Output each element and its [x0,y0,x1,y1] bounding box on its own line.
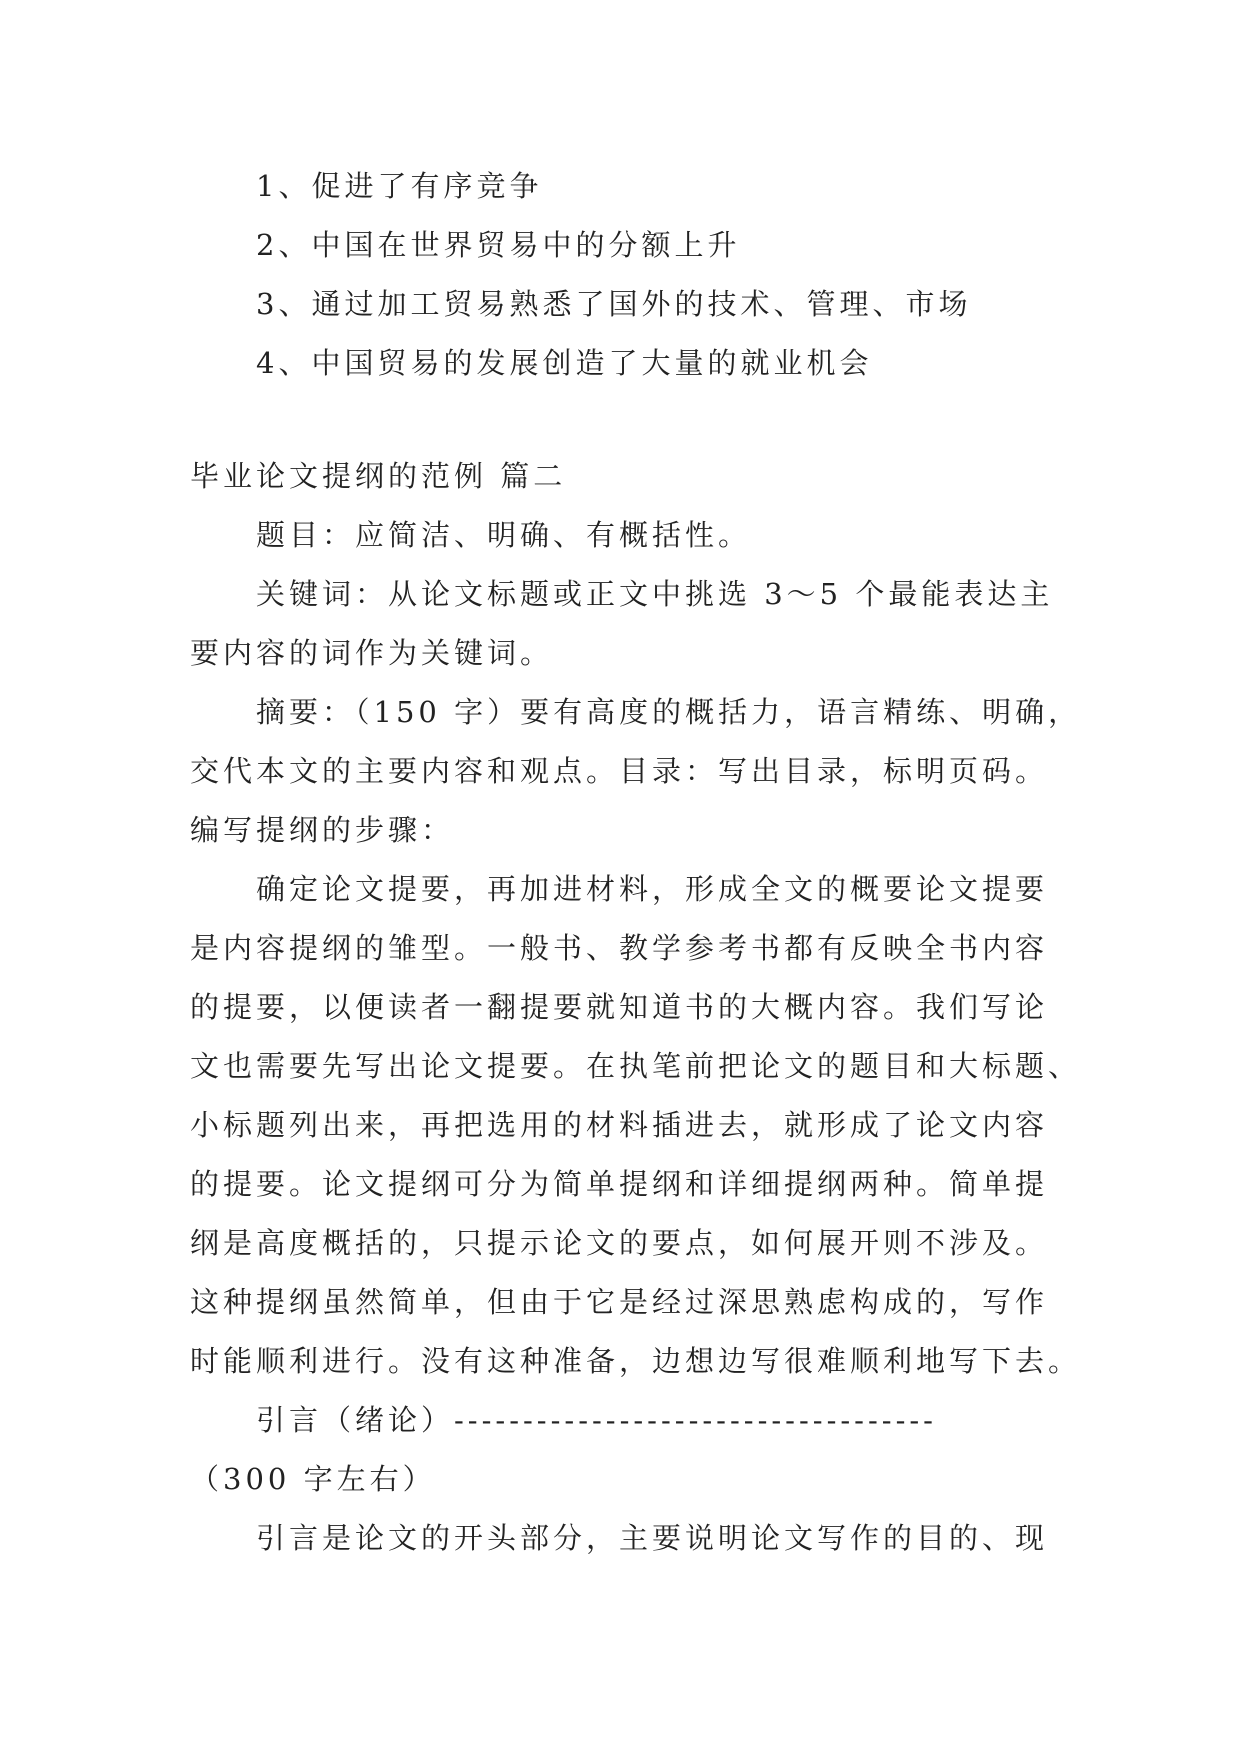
paragraph-keywords-line: 关键词：从论文标题或正文中挑选 3～5 个最能表达主 [256,577,1054,611]
section-title: 毕业论文提纲的范例 篇二 [190,459,567,493]
introduction-body-line: 引言是论文的开头部分，主要说明论文写作的目的、现 [256,1521,1049,1555]
paragraph-body-line: 时能顺利进行。没有这种准备，边想边写很难顺利地写下去。 [190,1344,1082,1378]
list-item: 1、促进了有序竞争 [256,169,543,203]
numbered-list [190,157,1060,393]
paragraph-body-line: 的提要，以便读者一翻提要就知道书的大概内容。我们写论 [190,990,1049,1024]
paragraph-steps-line: 编写提纲的步骤： [190,813,455,847]
paragraph-body-line: 的提要。论文提纲可分为简单提纲和详细提纲两种。简单提 [190,1167,1049,1201]
paragraph-body-line: 文也需要先写出论文提要。在执笔前把论文的题目和大标题、 [190,1049,1082,1083]
paragraph-body-line: 这种提纲虽然简单，但由于它是经过深思熟虑构成的，写作 [190,1285,1049,1319]
introduction-length-line: （300 字左右） [190,1462,436,1496]
paragraph-body-line: 确定论文提要，再加进材料，形成全文的概要论文提要 [256,872,1049,906]
list-item: 4、中国贸易的发展创造了大量的就业机会 [256,346,873,380]
body-text [190,506,1082,1568]
paragraph-body-line: 小标题列出来，再把选用的材料插进去，就形成了论文内容 [190,1108,1049,1142]
paragraph-abstract-line: 交代本文的主要内容和观点。目录：写出目录，标明页码。 [190,754,1049,788]
paragraph-abstract-line: 摘要：（150 字）要有高度的概括力，语言精练、明确， [256,695,1082,729]
paragraph-title-line: 题目：应简洁、明确、有概括性。 [256,518,752,552]
introduction-heading-line: 引言（绪论）----------------------------------- [256,1403,937,1437]
list-item: 3、通过加工贸易熟悉了国外的技术、管理、市场 [256,287,972,321]
paragraph-body-line: 纲是高度概括的，只提示论文的要点，如何展开则不涉及。 [190,1226,1049,1260]
list-item: 2、中国在世界贸易中的分额上升 [256,228,741,262]
paragraph-body-line: 是内容提纲的雏型。一般书、教学参考书都有反映全书内容 [190,931,1049,965]
paragraph-keywords-line: 要内容的词作为关键词。 [190,636,554,670]
